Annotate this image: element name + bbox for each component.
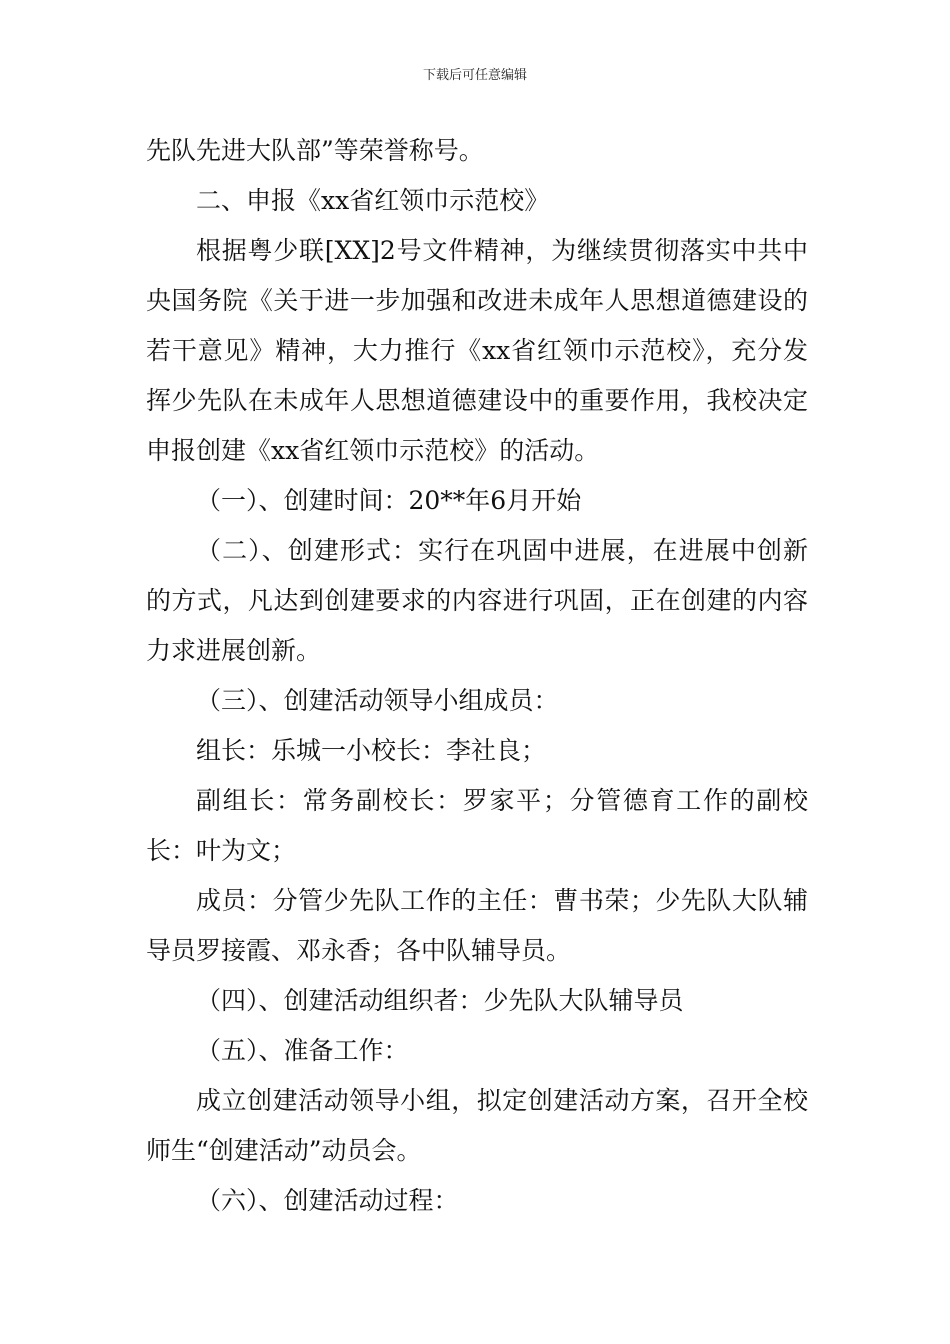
paragraph-continuation: 先队先进大队部”等荣誉称号。 <box>146 136 484 165</box>
section-heading: 二、申报《xx省红领巾示范校》 <box>196 186 550 215</box>
member-line: 成员：分管少先队工作的主任：曹书荣；少先队大队辅导员罗接霞、邓永香；各中队辅导员。 <box>146 886 808 965</box>
list-item: （五）、准备工作： <box>196 1036 409 1065</box>
document-body <box>146 126 808 1226</box>
list-item: （三）、创建活动领导小组成员： <box>196 686 559 715</box>
list-item: （六）、创建活动过程： <box>196 1186 459 1215</box>
list-item: （二）、创建形式：实行在巩固中进展，在进展中创新的方式，凡达到创建要求的内容进行巩固，正在创建的内容力求进展创新。 <box>146 536 808 665</box>
list-item: （一）、创建时间：20**年6月开始 <box>196 486 582 515</box>
list-item: （四）、创建活动组织者：少先队大队辅导员 <box>196 986 684 1015</box>
member-line: 副组长：常务副校长：罗家平；分管德育工作的副校长：叶为文； <box>146 786 808 865</box>
paragraph: 根据粤少联[XX]2号文件精神，为继续贯彻落实中共中央国务院《关于进一步加强和改进未成年人思想道德建设的若干意见》精神，大力推行《xx省红领巾示范校》，充分发挥少先队在未成年人思想道德建设中的重要作用，我校决定申报创建《xx省红领巾示范校》的活动。 <box>146 236 808 465</box>
page-header: 下载后可任意编辑 <box>422 68 527 83</box>
member-line: 组长：乐城一小校长：李社良； <box>196 736 547 765</box>
paragraph: 成立创建活动领导小组，拟定创建活动方案，召开全校师生“创建活动”动员会。 <box>146 1086 808 1165</box>
